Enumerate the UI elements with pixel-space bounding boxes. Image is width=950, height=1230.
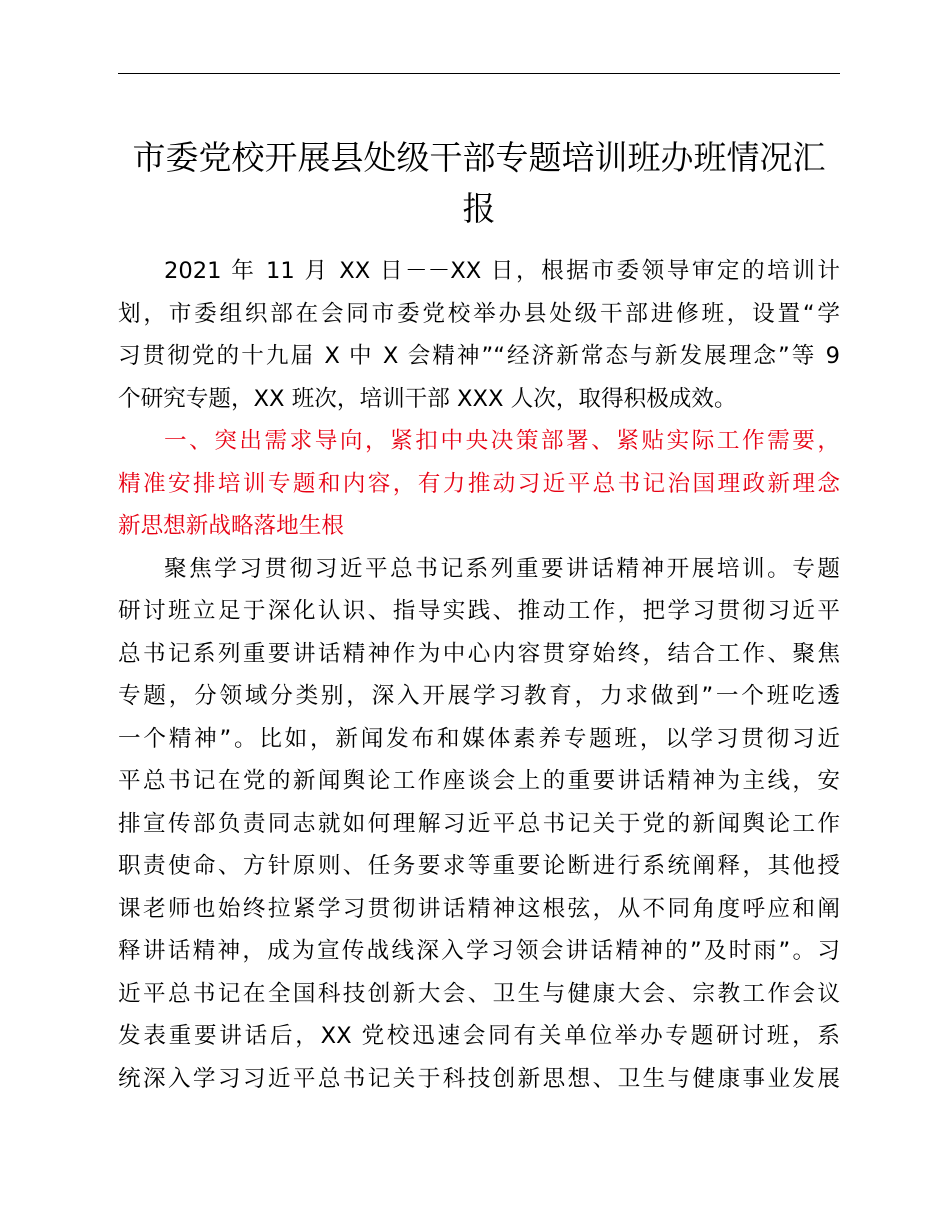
text-line: 统深入学习习近平总书记关于科技创新思想、卫生与健康事业发展 [118, 1065, 840, 1092]
text-line: 排宣传部负责同志就如何理解习近平总书记关于党的新闻舆论工作 [118, 810, 840, 837]
section-heading-1 [118, 420, 840, 548]
heading-line: 一、突出需求导向，紧扣中央决策部署、紧贴实际工作需要， [164, 428, 840, 454]
title-line: 报 [462, 189, 496, 228]
text-line: 职责使命、方针原则、任务要求等重要论断进行系统阐释，其他授 [118, 853, 840, 879]
heading-line: 新思想新战略落地生根 [118, 513, 344, 539]
text-line: 划，市委组织部在会同市委党校举办县处级干部进修班，设置“学 [118, 300, 840, 327]
text-line: 聚焦学习贯彻习近平总书记系列重要讲话精神开展培训。专题 [164, 555, 840, 582]
text-line: 近平总书记在全国科技创新大会、卫生与健康大会、宗教工作会议 [118, 980, 840, 1007]
text-line: 总书记系列重要讲话精神作为中心内容贯穿始终，结合工作、聚焦 [118, 640, 840, 667]
text-line: 专题，分领域分类别，深入开展学习教育，力求做到”一个班吃透 [118, 683, 840, 709]
header-rule [118, 73, 840, 74]
document-body [118, 250, 840, 1100]
paragraph-section-1 [118, 548, 840, 1101]
text-line: 释讲话精神，成为宣传战线深入学习领会讲话精神的”及时雨”。习 [118, 938, 840, 964]
text-line: 研讨班立足于深化认识、指导实践、推动工作，把学习贯彻习近平 [118, 598, 840, 624]
text-line: 一个精神”。比如，新闻发布和媒体素养专题班，以学习贯彻习近 [118, 725, 840, 752]
text-line: 个研究专题，XX 班次，培训干部 XXX 人次，取得积极成效。 [118, 385, 737, 412]
text-line: 发表重要讲话后，XX 党校迅速会同有关单位举办专题研讨班，系 [118, 1023, 840, 1049]
text-line: 习贯彻党的十九届 X 中 X 会精神”“经济新常态与新发展理念”等 9 [118, 343, 840, 369]
title-line: 市委党校开展县处级干部专题培训班办班情况汇 [132, 138, 826, 177]
text-line: 平总书记在党的新闻舆论工作座谈会上的重要讲话精神为主线，安 [118, 768, 840, 794]
heading-line: 精准安排培训专题和内容，有力推动习近平总书记治国理政新理念 [118, 470, 840, 497]
text-line: 课老师也始终拉紧学习贯彻讲话精神这根弦，从不同角度呼应和阐 [118, 895, 840, 922]
paragraph-intro [118, 250, 840, 420]
text-line: 2021 年 11 月 XX 日－－XX 日，根据市委领导审定的培训计 [164, 258, 840, 284]
document-title [110, 132, 848, 234]
